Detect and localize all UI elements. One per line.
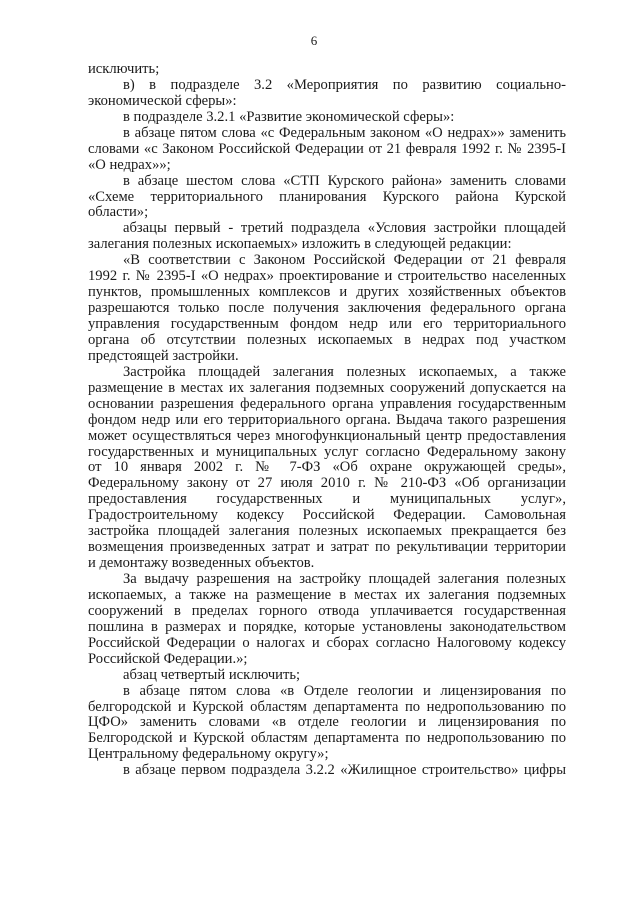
text-line: сооружений в пределах горного отвода уплачивается государственная [88, 602, 566, 619]
text-line: абзацы первый - третий подраздела «Условия застройки площадей [123, 220, 566, 237]
text-line: исключить; [88, 61, 160, 77]
text-line: Белгородской и Курской областям департамента по недропользованию по [88, 730, 566, 747]
text-line: в) в подразделе 3.2 «Мероприятия по развитию социально- [123, 76, 566, 93]
text-line: государственных и муниципальных услуг согласно Федеральному закону [88, 443, 566, 460]
text-line: в абзаце первом подраздела 3.2.2 «Жилищное строительство» цифры [123, 762, 566, 779]
text-line: Федеральному закону от 27 июля 2010 г. № 210-ФЗ «Об организации [88, 475, 566, 492]
text-line: и демонтажу возведенных объектов. [88, 555, 315, 572]
text-line: За выдачу разрешения на застройку площадей залегания полезных [123, 571, 566, 587]
text-line: словами «с Законом Российской Федерации от 21 февраля 1992 г. № 2395-I [88, 140, 566, 157]
text-line: «Схеме территориального планирования Курского района Курской [88, 188, 566, 205]
text-line: управления государственным фондом недр или его территориального [88, 316, 566, 332]
text-line: ископаемых, а также на размещение в местах их залегания подземных [88, 586, 566, 603]
text-line: разрешаются только после получения заключения федерального органа [88, 300, 566, 317]
text-line: экономической сферы»: [88, 92, 237, 109]
text-line: Градостроительному кодексу Российской Федерации. Самовольная [88, 507, 566, 524]
text-line: предстоящей застройки. [88, 347, 239, 364]
text-line: возмещения произведенных затрат и затрат по рекультивации территории [88, 539, 566, 556]
text-line: в абзаце пятом слова «в Отделе геологии и лицензирования по [123, 682, 566, 699]
text-line: Застройка площадей залегания полезных ископаемых, а также [123, 363, 566, 380]
text-line: предоставления государственных и муниципальных услуг», [88, 491, 566, 508]
text-line: абзац четвертый исключить; [123, 666, 301, 683]
text-line: может осуществляться через многофункциональный центр предоставления [88, 427, 566, 444]
text-line: в абзаце пятом слова «с Федеральным законом «О недрах»» заменить [123, 124, 566, 141]
text-line: застройка площадей залегания полезных ископаемых прекращается без [88, 523, 566, 540]
text-line: Российской Федерации.»; [88, 650, 248, 667]
text-line: в абзаце шестом слова «СТП Курского района» заменить словами [123, 172, 566, 189]
text-line: ЦФО» заменить словами «в отделе геологии и лицензирования по [88, 714, 566, 731]
text-line: размещение в местах их залегания подземных сооружений допускается на [88, 379, 566, 396]
text-line: Российской Федерации о налогах и сборах согласно Налоговому кодексу [88, 634, 566, 651]
text-line: от 10 января 2002 г. № 7-ФЗ «Об охране окружающей среды», [88, 459, 566, 476]
text-line: 1992 г. № 2395-I «О недрах» проектирование и строительство населенных [88, 268, 566, 285]
text-line: Центральному федеральному округу»; [88, 746, 329, 763]
text-line: органа об отсутствии полезных ископаемых в недрах под участком [88, 331, 566, 348]
text-line: фондом недр или его территориального органа. Выдача такого разрешения [88, 411, 566, 428]
text-line: белгородской и Курской областям департамента по недропользованию по [88, 698, 566, 715]
page-number: 6 [310, 33, 318, 48]
document-body [88, 62, 566, 779]
text-line: «О недрах»»; [88, 156, 171, 173]
text-line: пунктов, промышленных комплексов и других хозяйственных объектов [88, 284, 566, 301]
text-line: основании разрешения федерального органа управления государственным [88, 395, 566, 412]
text-line: в подразделе 3.2.1 «Развитие экономической сферы»: [123, 108, 455, 125]
text-line: «В соответствии с Законом Российской Федерации от 21 февраля [123, 252, 566, 269]
text-line: залегания полезных ископаемых» изложить в следующей редакции: [88, 236, 512, 253]
text-line: области»; [88, 204, 149, 221]
text-line: пошлина в размерах и порядке, которые установлены законодательством [88, 618, 566, 635]
